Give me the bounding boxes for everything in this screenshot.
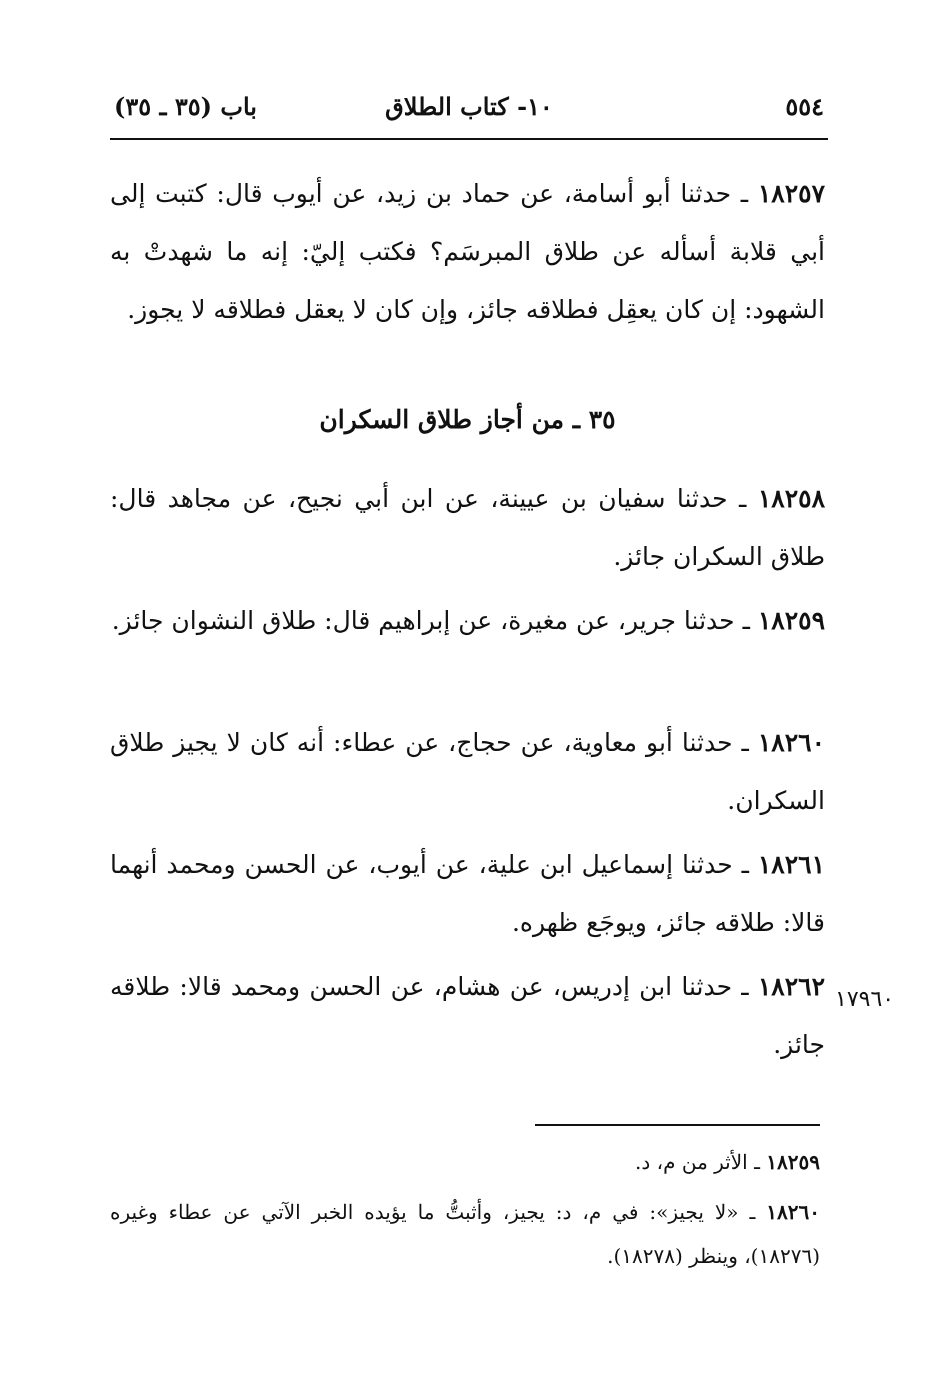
- footnote-18260: [110, 1190, 820, 1278]
- footnote-18259: [110, 1140, 820, 1184]
- running-header: [110, 90, 828, 132]
- entry-number: ١٨٢٥٧: [757, 179, 825, 208]
- entry-18257: [110, 165, 825, 339]
- entry-text: ـ حدثنا سفيان بن عيينة، عن ابن أبي نجيح، عن مجاهد قال: طلاق السكران جائز.: [110, 484, 825, 571]
- chapter-range: باب (٣٥ ـ ٣٥): [114, 92, 257, 121]
- book-title: ١٠- كتاب الطلاق: [385, 92, 553, 121]
- entry-number: ١٨٢٦٠: [757, 728, 825, 757]
- footnote-rule: [535, 1124, 820, 1126]
- header-rule: [110, 138, 828, 140]
- entry-18261: [110, 836, 825, 952]
- entry-18262: [110, 958, 825, 1074]
- entry-number: ١٨٢٦١: [757, 850, 825, 879]
- entry-18260: [110, 714, 825, 830]
- entry-number: ١٨٢٥٨: [757, 484, 825, 513]
- entry-18258: [110, 470, 825, 586]
- footnote-text: ـ «لا يجيز»: في م، د: يجيز، وأثبتُّ ما يؤيده الخبر الآتي عن عطاء وغيره (١٨٢٧٦)، وينظر (١٨٢٧٨).: [110, 1200, 820, 1268]
- footnote-number: ١٨٢٦٠: [766, 1200, 820, 1224]
- entry-number: ١٨٢٦٢: [757, 972, 825, 1001]
- entry-text: ـ حدثنا إسماعيل ابن علية، عن أيوب، عن الحسن ومحمد أنهما قالا: طلاقه جائز، ويوجَع ظهره.: [110, 850, 825, 937]
- footnote-number: ١٨٢٥٩: [766, 1150, 820, 1174]
- entry-text: ـ حدثنا ابن إدريس، عن هشام، عن الحسن ومحمد قالا: طلاقه جائز.: [110, 972, 825, 1059]
- margin-cross-reference: ١٧٩٦٠: [835, 987, 895, 1012]
- entry-text: ـ حدثنا أبو معاوية، عن حجاج، عن عطاء: أنه كان لا يجيز طلاق السكران.: [110, 728, 825, 815]
- entry-text: ـ حدثنا أبو أسامة، عن حماد بن زيد، عن أيوب قال: كتبت إلى أبي قلابة أسأله عن طلاق المبرسَم؟ فكتب إليّ: إنه ما شهدتْ به الشهود: إن كان يعقِل فطلاقه جائز، وإن كان لا يعقل فطلاقه لا يجوز.: [110, 179, 825, 324]
- entry-number: ١٨٢٥٩: [757, 606, 825, 635]
- entry-18259: [110, 592, 825, 650]
- section-heading: ٣٥ ـ من أجاز طلاق السكران: [319, 405, 616, 434]
- entry-text: ـ حدثنا جرير، عن مغيرة، عن إبراهيم قال: طلاق النشوان جائز.: [111, 606, 758, 635]
- footnote-text: ـ الأثر من م، د.: [635, 1150, 767, 1174]
- page-number: ٥٥٤: [785, 92, 824, 121]
